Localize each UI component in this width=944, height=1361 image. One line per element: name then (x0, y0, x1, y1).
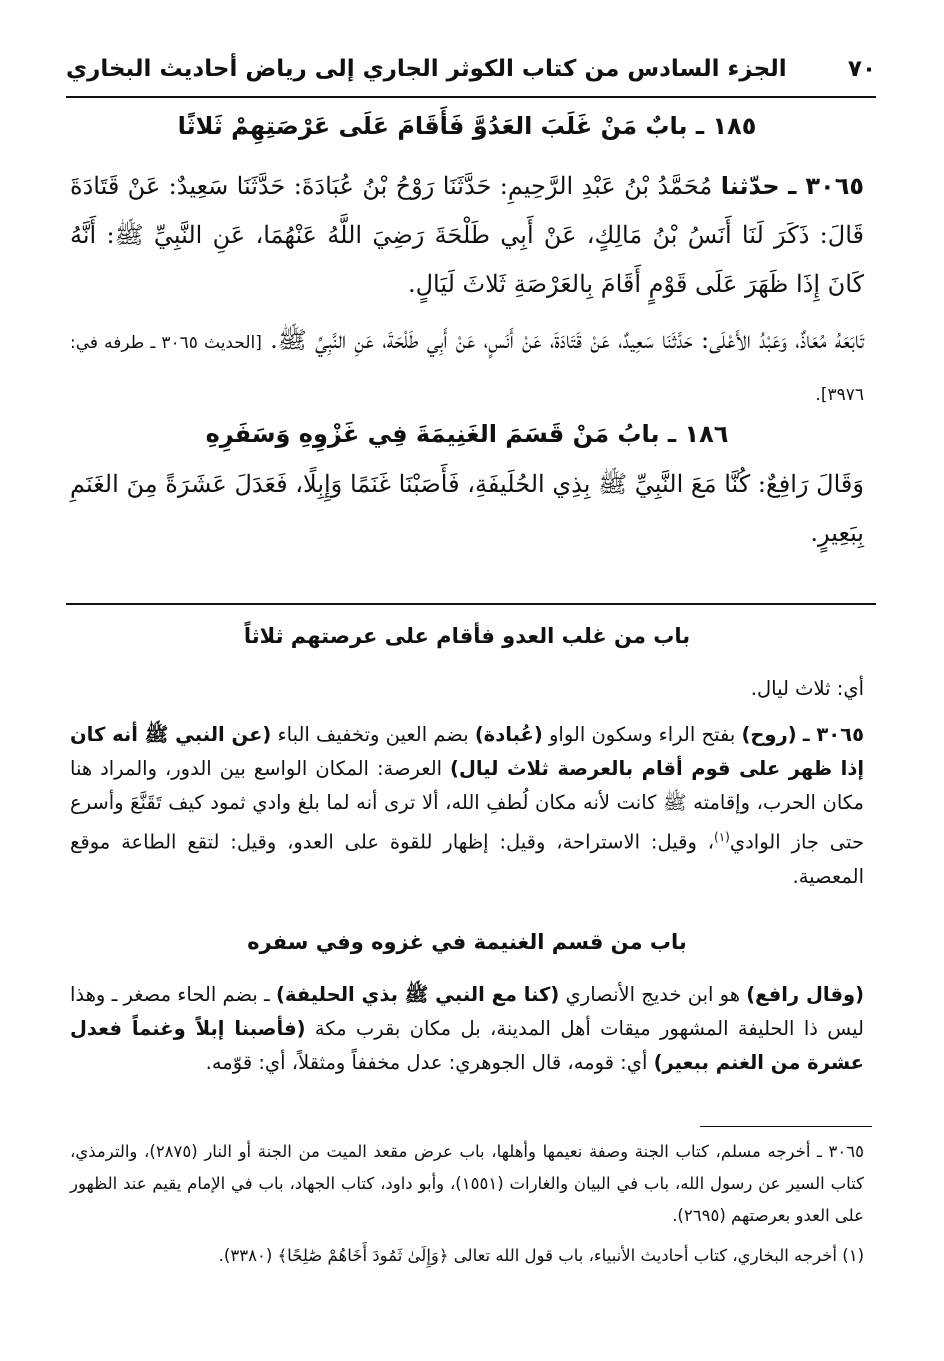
hadith-text: مُحَمَّدُ بْنُ عَبْدِ الرَّحِيمِ: حَدَّثَنَا رَوْحُ بْنُ عُبَادَةَ: حَدَّثَنَا سَعِيدٌ: عَنْ قَتَادَةَ قَالَ: ذَكَرَ لَنَا أَنَسُ بْنُ مَالِكٍ، عَنْ أَبِي طَلْحَةَ رَضِيَ اللَّهُ عَنْهُمَا، عَنِ النَّبِيِّ ﷺ: أَنَّهُ كَانَ إِذَا ظَهَرَ عَلَى قَوْمٍ أَقَامَ بِالعَرْصَةِ ثَلاثَ لَيَالٍ. (70, 172, 864, 298)
commentary-text-2: بضم العين وتخفيف الباء (277, 723, 469, 746)
page-header (66, 52, 876, 92)
hadith-lead: حدّثنا (720, 172, 780, 200)
header-rule (66, 96, 876, 98)
quoted-matn: (عن النبي ﷺ أنه كان إذا ظهر على قوم أقام بالعرصة ثلاث ليال) (70, 723, 865, 780)
footnote-marker: (١) (714, 830, 730, 844)
rafi-text-1: هو ابن خديج الأنصاري (565, 983, 741, 1006)
commentary-section-2-title: باب من قسم الغنيمة في غزوه وفي سفره (247, 930, 687, 954)
footnote-rule (700, 1126, 872, 1127)
footnote-1: (١) أخرجه البخاري، كتاب أحاديث الأنبياء، باب قول الله تعالى ﴿وَإِلَىٰ ثَمُودَ أَخَاهُمْ صَٰلِحًا﴾ (٣٣٨٠). (218, 1246, 864, 1265)
commentary-text-1: بفتح الراء وسكون الواو (549, 723, 736, 746)
commentary-separator (66, 603, 876, 605)
bab-185-heading: ١٨٥ ـ بابٌ مَنْ غَلَبَ العَدُوَّ فَأَقَامَ عَلَى عَرْصَتِهِمْ ثَلاثًا (177, 112, 757, 140)
commentary-section-1-intro: أي: ثلاث ليال. (750, 677, 864, 700)
hadith-3065 (70, 162, 864, 309)
quote-dhul-hulayfa: (كنا مع النبي ﷺ بذي الحليفة) (275, 983, 560, 1006)
hadith-reference: [الحديث ٣٠٦٥ ـ طرفه في: ٣٩٧٦]. (70, 333, 864, 405)
bab-186-heading: ١٨٦ ـ بابُ مَنْ قَسَمَ الغَنِيمَةَ فِي غَزْوِهِ وَسَفَرِهِ (205, 420, 729, 448)
rafi-text-2: ـ بضم الحاء مصغر ـ وهذا ليس ذا الحليفة المشهور ميقات أهل المدينة، بل مكان بقرب مكة (70, 983, 864, 1040)
commentary-text-4: ، وقيل: الاستراحة، وقيل: إظهار للقوة على العدو، وقيل: لتقع الطاعة موقع المعصية. (70, 830, 864, 888)
footnote-3065: ٣٠٦٥ ـ أخرجه مسلم، كتاب الجنة وصفة نعيمها وأهلها، باب عرض مقعد الميت من الجنة أو النار (٢٨٧٥)، والترمذي، كتاب السير عن رسول الله، باب في البيان والغارات (١٥٥١)، وأبو داود، كتاب الجهاد، باب في الإمام يقيم عند الظهور على العدو بعرصتهم (٢٦٩٥). (70, 1142, 864, 1225)
quote-ghanam: (فأصبنا إبلاً وغنماً فعدل عشرة من الغنم ببعير) (70, 1017, 864, 1074)
hadith-number: ٣٠٦٥ ـ (788, 172, 864, 200)
page-number: ٧٠ (847, 56, 876, 82)
bab-186-text: وَقَالَ رَافِعٌ: كُنَّا مَعَ النَّبِيِّ ﷺ بِذِي الحُلَيفَةِ، فَأَصَبْنَا غَنَمًا وَإِبِلًا، فَعَدَلَ عَشَرَةً مِنَ الغَنَمِ بِبَعِيرٍ. (70, 470, 864, 547)
term-ubada: (عُبادة) (474, 723, 543, 746)
commentary-3065 (70, 718, 864, 894)
commentary-text-3: العرصة: المكان الواسع بين الدور، والمراد هنا مكان الحرب، وإقامته ﷺ كانت لأنه مكان لُطفِ الله، ألا ترى أنه لما بلغ وادي ثمود كيف تَقَنَّعَ وأسرع حتى جاز الوادي (70, 757, 864, 854)
commentary-rafi (70, 978, 864, 1080)
term-rawh: (روح) (741, 723, 797, 746)
mutaba-paragraph (70, 316, 864, 420)
quote-rafi: (وقال رافع) (746, 983, 864, 1006)
running-title: الجزء السادس من كتاب الكوثر الجاري إلى رياض أحاديث البخاري (66, 56, 787, 82)
rafi-text-3: أي: قومه، قال الجوهري: عدل مخففاً ومثقلاً، أي: قوّمه. (205, 1051, 648, 1074)
commentary-number: ٣٠٦٥ ـ (802, 723, 864, 746)
mutaba-text: تَابَعَهُ مُعَاذٌ، وَعَبْدُ الأَعْلَى: حَدَّثَنَا سَعِيدٌ، عَنْ قَتَادَةَ، عَنْ أَنَسٍ، عَنْ أَبِي طَلْحَةَ، عَنِ النَّبِيِّ ﷺ. (270, 326, 864, 354)
commentary-section-1-title: باب من غلب العدو فأقام على عرصتهم ثلاثاً (243, 624, 691, 648)
